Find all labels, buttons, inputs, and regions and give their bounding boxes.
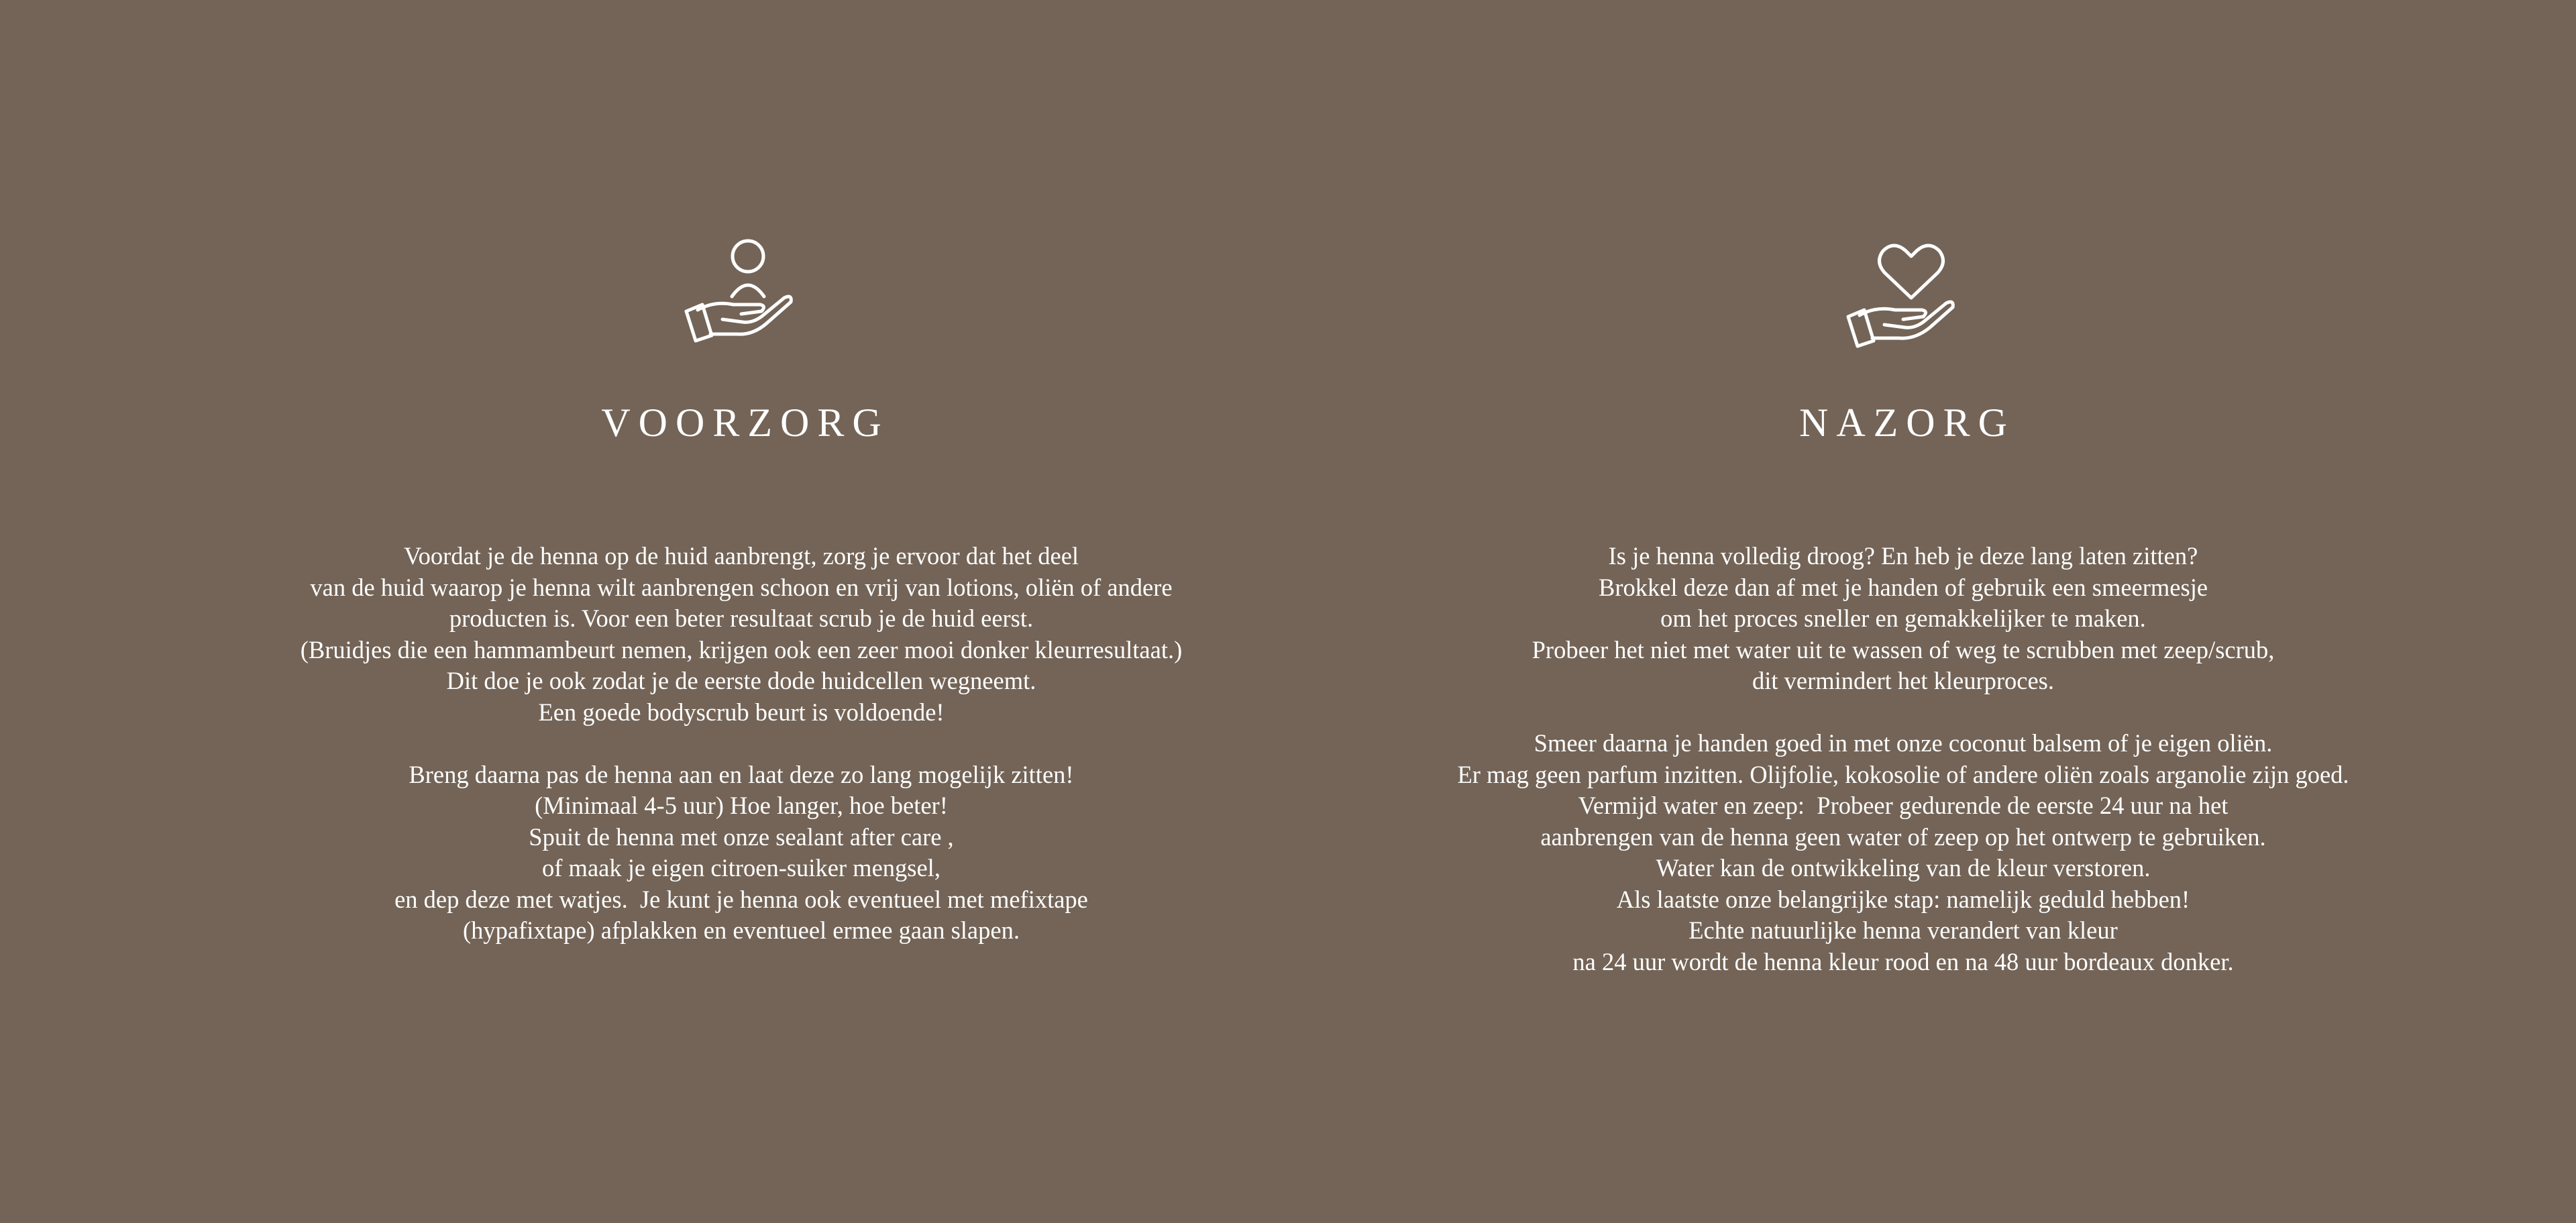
section-body xyxy=(1316,541,2490,977)
paragraph-gap xyxy=(154,728,1328,759)
text-line: (hypafixtape) afplakken en eventueel ermee gaan slapen. xyxy=(463,916,1020,944)
nazorg-section xyxy=(1316,0,2490,1223)
text-line: Probeer het niet met water uit te wassen of weg te scrubben met zeep/scrub, xyxy=(1532,635,2275,663)
text-line: Spuit de henna met onze sealant after care , xyxy=(529,822,954,851)
text-line: Water kan de ontwikkeling van de kleur verstoren. xyxy=(1656,854,2151,882)
text-line: Breng daarna pas de henna aan en laat deze zo lang mogelijk zitten! xyxy=(409,760,1074,788)
text-line: van de huid waarop je henna wilt aanbrengen schoon en vrij van lotions, oliën of andere xyxy=(310,573,1173,601)
text-line: (Minimaal 4-5 uur) Hoe langer, hoe beter! xyxy=(535,792,948,819)
text-line: aanbrengen van de henna geen water of zeep op het ontwerp te gebruiken. xyxy=(1540,822,2266,851)
text-line: Vermijd water en zeep: Probeer gedurende de eerste 24 uur na het xyxy=(1578,792,2229,819)
text-line: (Bruidjes die een hammambeurt nemen, krijgen ook een zeer mooi donker kleurresultaat.) xyxy=(300,635,1183,663)
hand-holding-heart-icon xyxy=(1316,228,2490,362)
text-line: Smeer daarna je handen goed in met onze coconut balsem of je eigen oliën. xyxy=(1534,729,2273,757)
text-line: Echte natuurlijke henna verandert van kleur xyxy=(1688,916,2118,944)
text-line: producten is. Voor een beter resultaat scrub je de huid eerst. xyxy=(449,604,1034,632)
text-line: Voordat je de henna op de huid aanbrengt, zorg je ervoor dat het deel xyxy=(403,542,1079,570)
text-line: dit vermindert het kleurproces. xyxy=(1752,667,2054,694)
section-title: NAZORG xyxy=(1799,401,2015,445)
text-line: of maak je eigen citroen-suiker mengsel, xyxy=(542,854,941,882)
text-line: en dep deze met watjes. Je kunt je henna ook eventueel met mefixtape xyxy=(394,885,1088,913)
text-line: na 24 uur wordt de henna kleur rood en na 48 uur bordeaux donker. xyxy=(1572,947,2234,975)
paragraph-gap xyxy=(1316,697,2490,729)
text-line: Is je henna volledig droog? En heb je deze lang laten zitten? xyxy=(1608,542,2198,570)
text-line: om het proces sneller en gemakkelijker te maken. xyxy=(1660,604,2146,632)
text-line: Dit doe je ook zodat je de eerste dode huidcellen wegneemt. xyxy=(446,667,1036,694)
voorzorg-section xyxy=(154,0,1328,1223)
text-line: Een goede bodyscrub beurt is voldoende! xyxy=(538,698,945,726)
text-line: Brokkel deze dan af met je handen of gebruik een smeermesje xyxy=(1598,573,2208,601)
hand-holding-person-icon xyxy=(154,228,1328,362)
section-body xyxy=(154,541,1328,947)
section-title: VOORZORG xyxy=(601,401,890,445)
text-line: Er mag geen parfum inzitten. Olijfolie, kokosolie of andere oliën zoals arganolie zijn goed. xyxy=(1457,760,2349,788)
text-line: Als laatste onze belangrijke stap: namelijk geduld hebben! xyxy=(1616,885,2190,913)
